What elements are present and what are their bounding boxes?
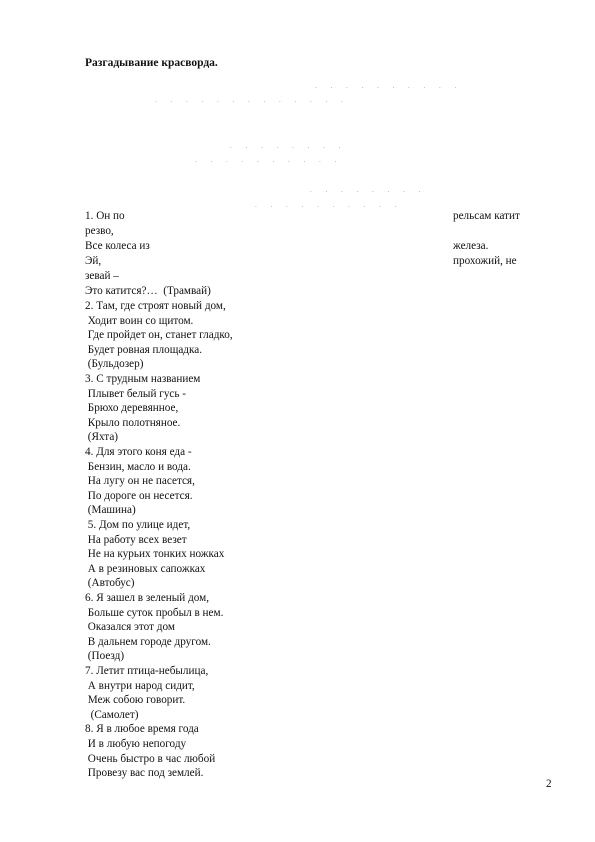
riddle-line: Плывет белый гусь - (85, 387, 187, 400)
riddle-line: В дальнем городе другом. (85, 635, 211, 648)
riddle-line: Крыло полотняное. (85, 416, 181, 429)
riddle-line: Провезу вас под землей. (85, 767, 204, 780)
riddle-line: Больше суток пробыл в нем. (85, 606, 224, 619)
riddle-1-line: резво, (85, 225, 114, 237)
riddle-line: 3. С трудным названием (85, 373, 201, 385)
riddle-line: 4. Для этого коня еда - (85, 446, 192, 458)
riddle-line: 5. Дом по улице идет, (85, 519, 191, 531)
riddle-line: 2. Там, где строят новый дом, (85, 300, 226, 312)
riddle-line: Бензин, масло и вода. (85, 460, 191, 473)
crossword-dots-row: . . . . . . . . . . . . . (155, 96, 349, 104)
crossword-dots-row: . . . . . . . . . . (195, 156, 343, 164)
riddle-line: (Яхта) (85, 431, 119, 444)
riddle-line: А внутри народ сидит, (85, 679, 195, 692)
riddle-1-line: рельсам катит (453, 210, 520, 222)
riddle-line: По дороге он несется. (85, 489, 193, 502)
riddle-line: 8. Я в любое время года (85, 723, 199, 736)
riddle-1-line: Эй, (85, 255, 102, 267)
riddle-line: Оказался этот дом (85, 621, 175, 634)
riddle-1-line: Все колеса из (85, 240, 150, 252)
riddle-line: Очень быстро в час любой (85, 752, 216, 765)
riddle-line: (Самолет) (85, 708, 139, 721)
riddle-line: Где пройдет он, станет гладко, (85, 329, 233, 342)
riddle-line: (Автобус) (85, 577, 135, 590)
riddle-line: 7. Летит птица-небылица, (85, 665, 209, 677)
page-number: 2 (546, 778, 552, 790)
riddle-line: Не на курьих тонких ножках (85, 548, 225, 561)
riddle-1-line: железа. (453, 240, 489, 252)
riddle-line: Будет ровная площадка. (85, 343, 203, 356)
riddle-line: Меж собою говорит. (85, 694, 186, 707)
riddle-1-line: 1. Он по (85, 210, 125, 222)
riddle-line: На лугу он не пасется, (85, 475, 195, 488)
riddle-line: (Бульдозер) (85, 358, 144, 371)
riddle-line: 6. Я зашел в зеленый дом, (85, 592, 210, 604)
crossword-dots-row: . . . . . . . . . . (255, 201, 403, 209)
riddle-line: А в резиновых сапожках (85, 562, 206, 575)
riddle-line: Ходит воин со щитом. (85, 314, 194, 327)
riddle-line: Брюхо деревянное, (85, 402, 179, 415)
crossword-dots-row: . . . . . . . . . . (315, 82, 463, 90)
riddle-1-line: прохожий, не (453, 255, 517, 267)
riddle-line: (Машина) (85, 504, 136, 517)
riddle-line: (Поезд) (85, 650, 125, 663)
riddle-1-line: Это катится?… (Трамвай) (85, 285, 211, 297)
riddle-line: На работу всех везет (85, 533, 187, 546)
crossword-dots-row: . . . . . . . . (310, 186, 427, 194)
riddle-1-line: зевай – (85, 270, 119, 282)
riddle-line: И в любую непогоду (85, 738, 187, 750)
page-title: Разгадывание красворда. (85, 57, 218, 69)
crossword-dots-row: . . . . . . . . (230, 142, 347, 150)
